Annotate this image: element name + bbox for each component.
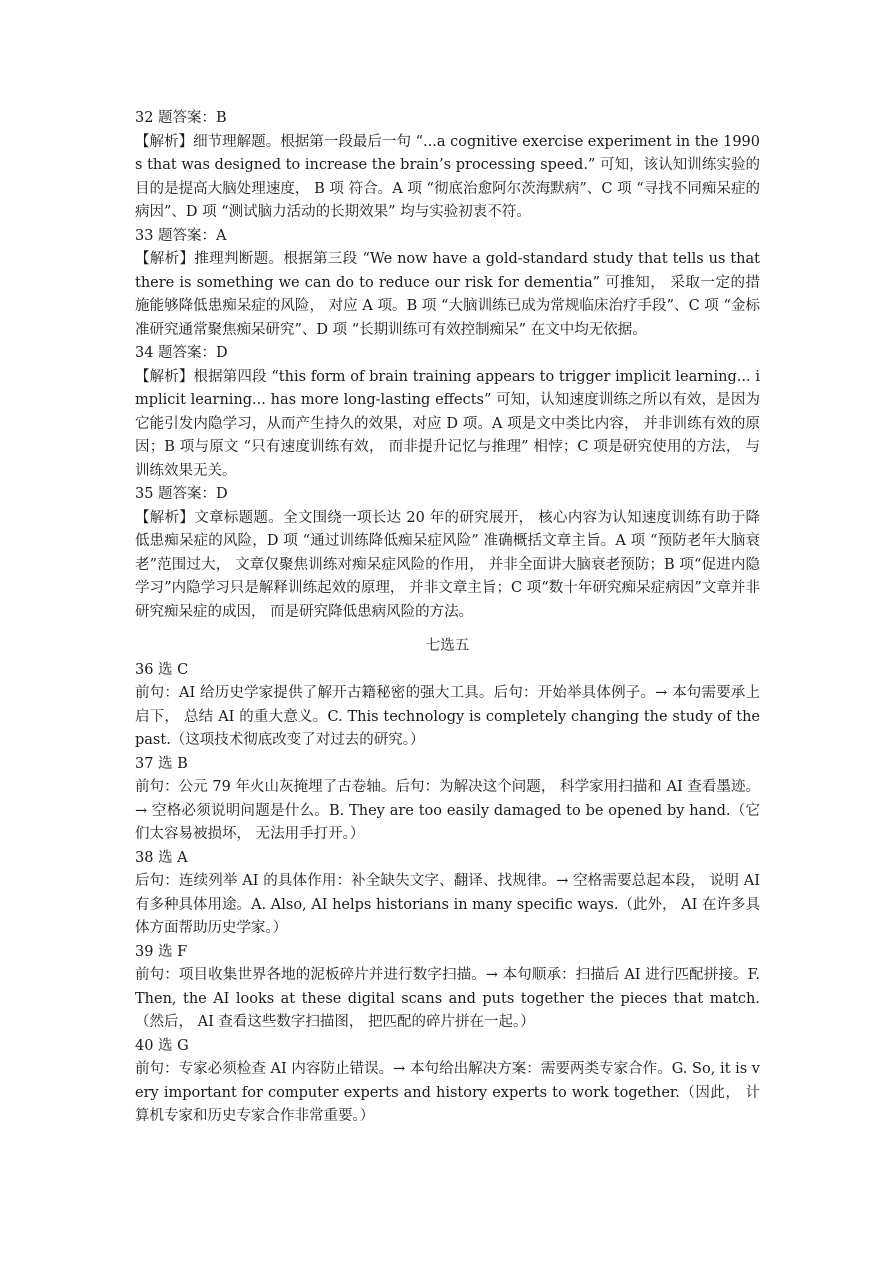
q38-analysis: 后句：连续列举 AI 的具体作用：补全缺失文字、翻译、找规律。→ 空格需要总起本段， 说明 AI 有多种具体用途。A. Also, AI helps historians in many specific ways.（此外， AI 在许多具体方面帮助历史学家。） [135, 873, 760, 936]
q39-analysis: 前句：项目收集世界各地的泥板碎片并进行数字扫描。→ 本句顺承：扫描后 AI 进行匹配拼接。F. Then, the AI looks at these digital scans and puts together the pieces that match.（然后， AI 查看这些数字扫描图， 把匹配的碎片拼在一起。） [135, 967, 760, 1030]
q35-answer: 35 题答案：D [135, 486, 228, 502]
q32-answer: 32 题答案：B [135, 110, 227, 126]
q34-answer: 34 题答案：D [135, 345, 228, 361]
q32-analysis: 【解析】细节理解题。根据第一段最后一句 “...a cognitive exercise experiment in the 1990s that was designed to increase the brain’s processing speed.” 可知，该认知训练实验的目的是提高大脑处理速度， B 项 符合。A 项 “彻底治愈阿尔茨海默病”、C 项 “寻找不同痴呆症的病因”、D 项 “测试脑力活动的长期效果” 均与实验初衷不符。 [135, 133, 760, 220]
q40-analysis: 前句：专家必须检查 AI 内容防止错误。→ 本句给出解决方案：需要两类专家合作。G. So, it is very important for computer experts and history experts to work together.（因此， 计算机专家和历史专家合作非常重要。） [135, 1061, 760, 1124]
q36-analysis: 前句：AI 给历史学家提供了解开古籍秘密的强大工具。后句：开始举具体例子。→ 本句需要承上启下， 总结 AI 的重大意义。C. This technology is completely changing the study of the past.（这项技术彻底改变了对过去的研究。） [135, 685, 760, 748]
q38-answer: 38 选 A [135, 849, 188, 866]
answer-key-content [135, 107, 760, 1129]
q33-answer: 33 题答案：A [135, 227, 227, 244]
q34-analysis: 【解析】根据第四段 “this form of brain training appears to trigger implicit learning... implicit learning... has more long-lasting effects” 可知，认知速度训练之所以有效，是因为它能引发内隐学习，从而产生持久的效果，对应 D 项。A 项是文中类比内容， 并非训练有效的原因；B 项与原文 “只有速度训练有效， 而非提升记忆与推理” 相悖；C 项是研究使用的方法， 与训练效果无关。 [135, 368, 760, 479]
q33-analysis: 【解析】推理判断题。根据第三段 “We now have a gold-standard study that tells us that there is something we can do to reduce our risk for dementia” 可推知， 采取一定的措施能够降低患痴呆症的风险， 对应 A 项。B 项 “大脑训练已成为常规临床治疗手段”、C 项 “金标准研究通常聚焦痴呆研究”、D 项 “长期训练可有效控制痴呆” 在文中均无依据。 [135, 251, 760, 338]
q37-analysis: 前句：公元 79 年火山灰掩埋了古卷轴。后句：为解决这个问题， 科学家用扫描和 AI 查看墨迹。→ 空格必须说明问题是什么。B. They are too easily damaged to be opened by hand.（它们太容易被损坏， 无法用手打开。） [135, 779, 760, 842]
q39-answer: 39 选 F [135, 943, 188, 960]
q36-answer: 36 选 C [135, 661, 189, 678]
q37-answer: 37 选 B [135, 755, 188, 772]
q40-answer: 40 选 G [135, 1037, 189, 1054]
section-title: 七选五 [425, 638, 470, 654]
q35-analysis: 【解析】文章标题题。全文围绕一项长达 20 年的研究展开， 核心内容为认知速度训练有助于降低患痴呆症的风险，D 项 “通过训练降低痴呆症风险” 准确概括文章主旨。A 项 “预防老年大脑衰老”范围过大， 文章仅聚焦训练对痴呆症风险的作用， 并非全面讲大脑衰老预防；B 项“促进内隐学习”内隐学习只是解释训练起效的原理， 并非文章主旨；C 项“数十年研究痴呆症病因”文章并非研究痴呆症的成因， 而是研究降低患病风险的方法。 [135, 509, 760, 620]
